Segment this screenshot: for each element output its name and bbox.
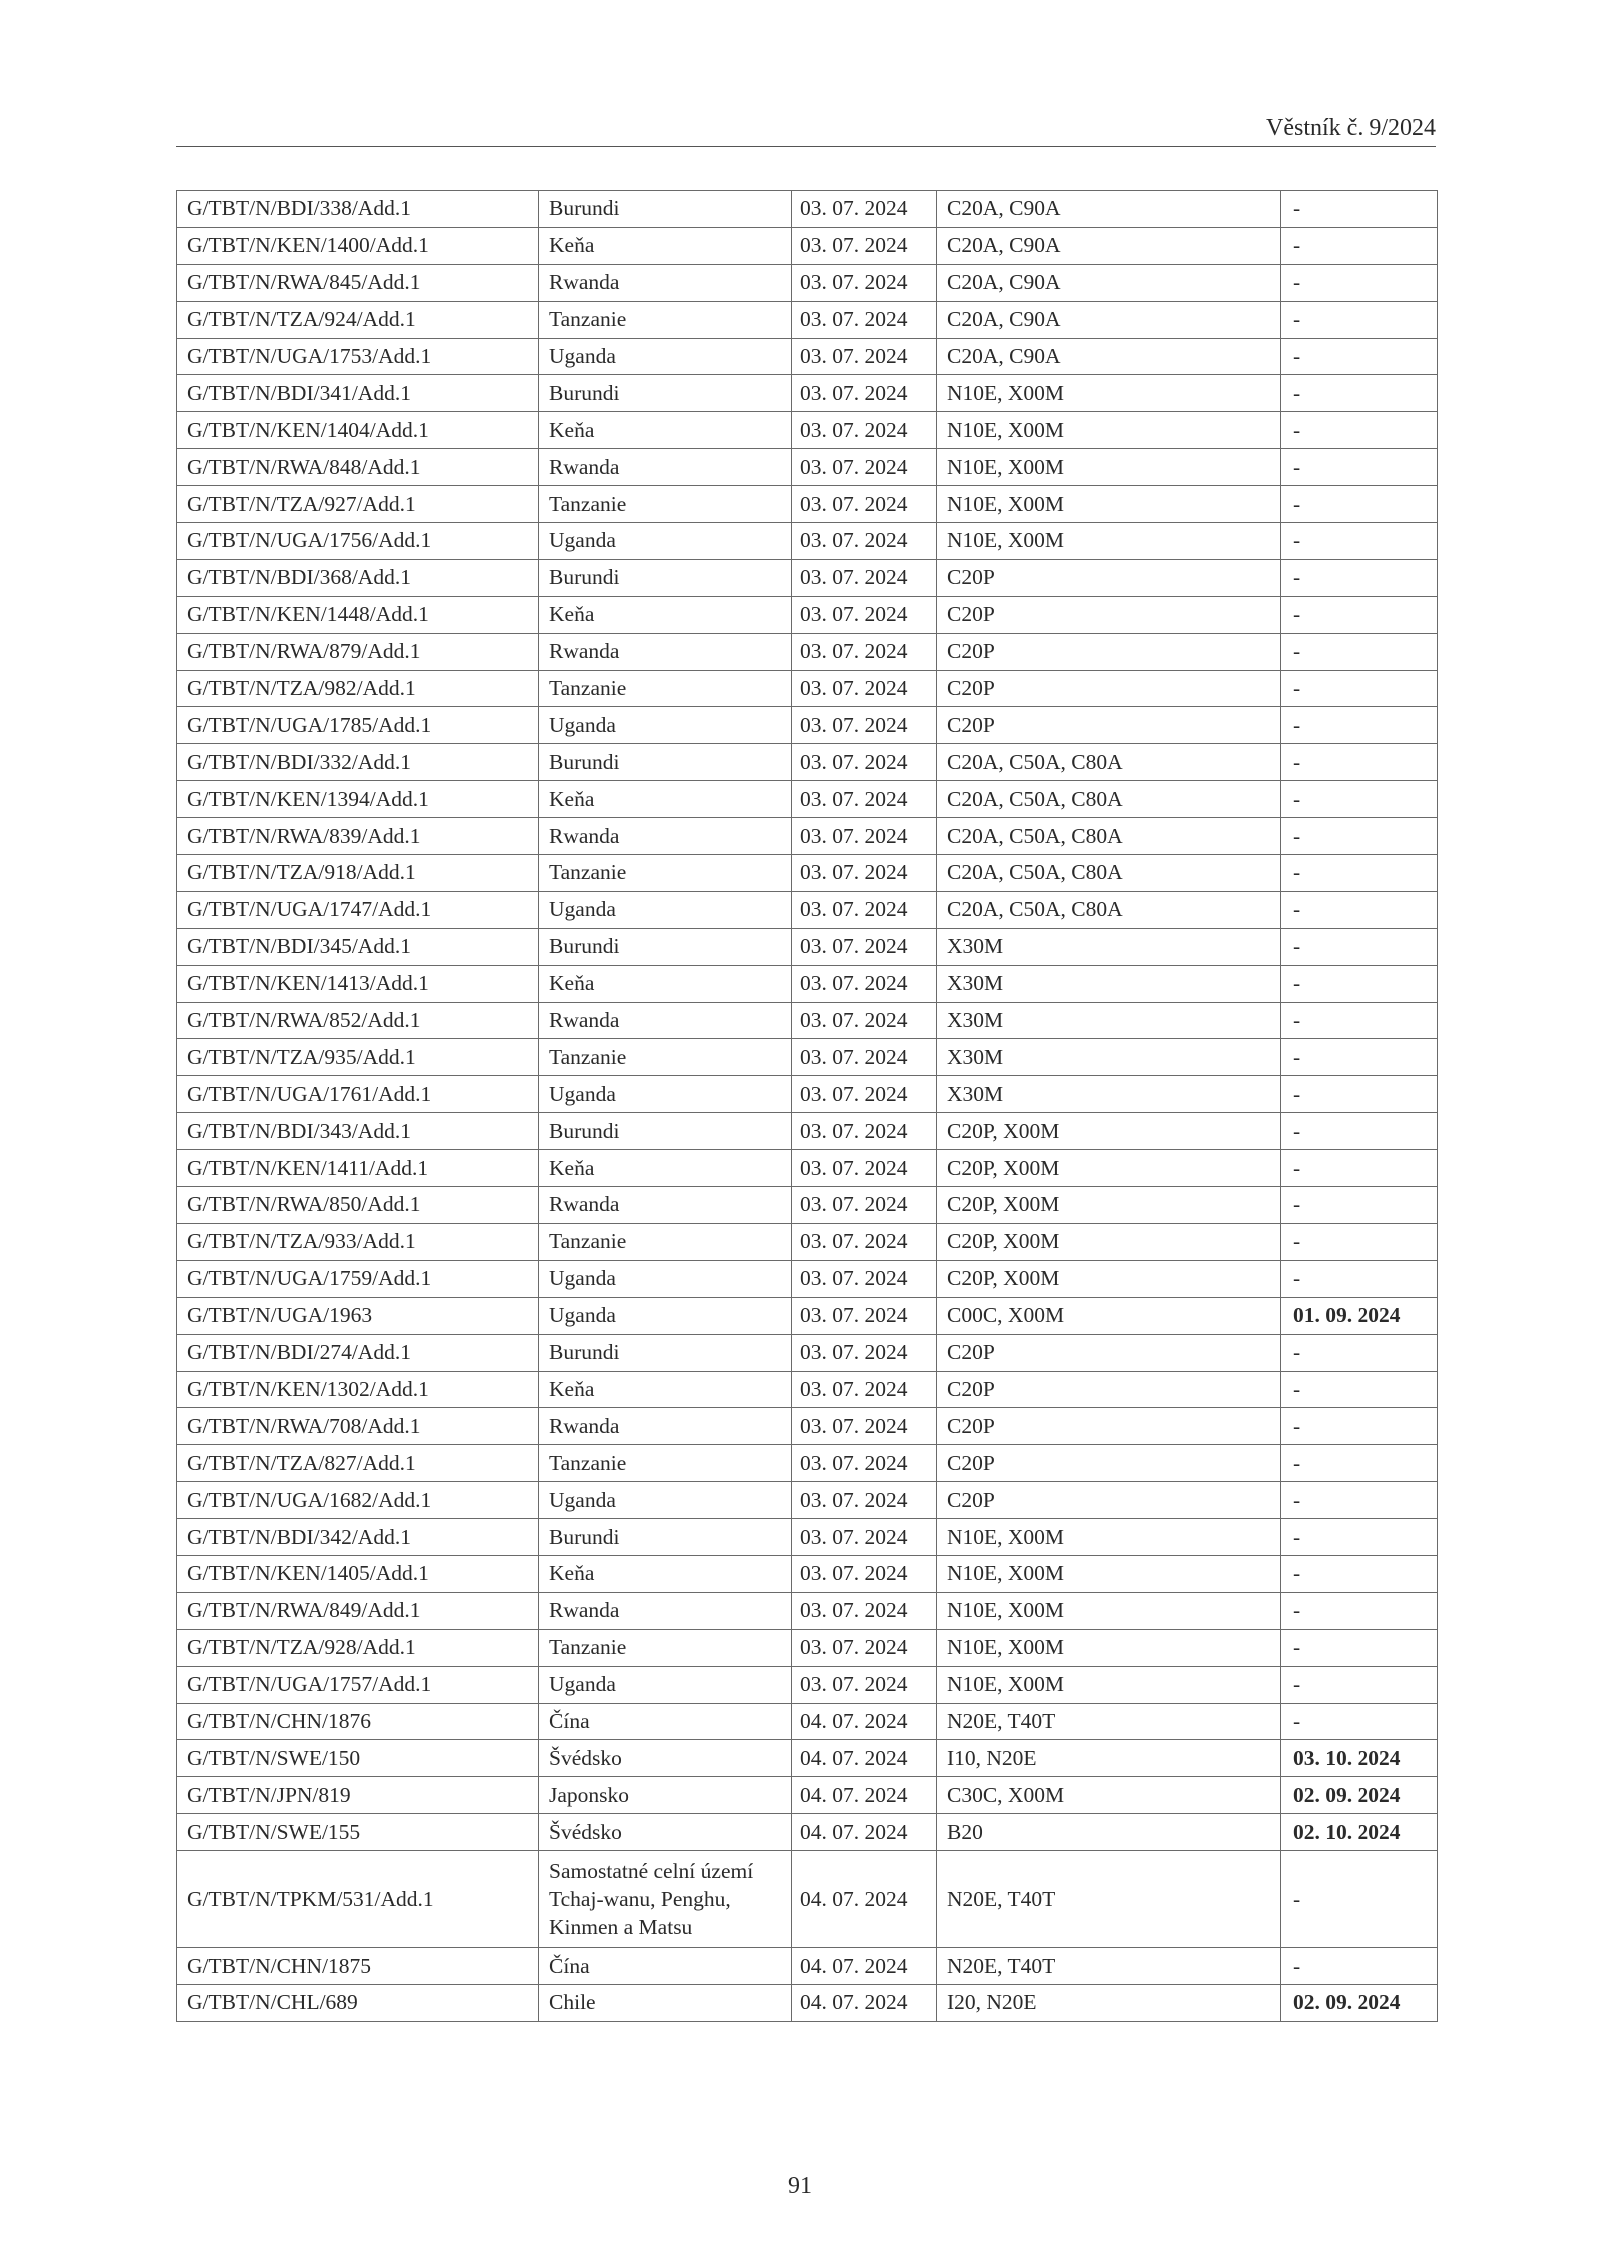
cell-date: 03. 07. 2024 [792,486,937,523]
cell-date: 03. 07. 2024 [792,1592,937,1629]
cell-date: 03. 07. 2024 [792,596,937,633]
cell-country: Chile [539,1984,792,2021]
cell-country: Japonsko [539,1777,792,1814]
cell-date: 03. 07. 2024 [792,744,937,781]
cell-codes: N10E, X00M [937,1666,1281,1703]
cell-country: Keňa [539,1150,792,1187]
table-row [177,1150,1438,1187]
cell-country: Burundi [539,1113,792,1150]
cell-country: Rwanda [539,1592,792,1629]
cell-symbol: G/TBT/N/UGA/1785/Add.1 [177,707,539,744]
cell-date: 03. 07. 2024 [792,264,937,301]
cell-country: Rwanda [539,818,792,855]
cell-codes: C20P [937,596,1281,633]
cell-date: 03. 07. 2024 [792,707,937,744]
cell-date: 03. 07. 2024 [792,1297,937,1334]
cell-symbol: G/TBT/N/KEN/1394/Add.1 [177,781,539,818]
table-row [177,375,1438,412]
cell-symbol: G/TBT/N/BDI/345/Add.1 [177,928,539,965]
cell-symbol: G/TBT/N/RWA/849/Add.1 [177,1592,539,1629]
cell-codes: X30M [937,1076,1281,1113]
cell-deadline: - [1281,1113,1438,1150]
cell-date: 03. 07. 2024 [792,928,937,965]
cell-symbol: G/TBT/N/RWA/879/Add.1 [177,633,539,670]
cell-deadline: - [1281,227,1438,264]
cell-date: 04. 07. 2024 [792,1851,937,1948]
table-row [177,633,1438,670]
cell-country: Burundi [539,375,792,412]
cell-date: 03. 07. 2024 [792,1555,937,1592]
cell-date: 03. 07. 2024 [792,1076,937,1113]
cell-country: Rwanda [539,449,792,486]
cell-date: 03. 07. 2024 [792,1260,937,1297]
table-row [177,818,1438,855]
cell-codes: C20P, X00M [937,1187,1281,1224]
table-row [177,1334,1438,1371]
table-row [177,1519,1438,1556]
cell-deadline: - [1281,375,1438,412]
table-row [177,1666,1438,1703]
cell-country: Burundi [539,1519,792,1556]
cell-deadline: - [1281,1629,1438,1666]
cell-codes: C30C, X00M [937,1777,1281,1814]
cell-codes: N10E, X00M [937,1519,1281,1556]
cell-codes: C20A, C90A [937,191,1281,228]
cell-country: Burundi [539,191,792,228]
cell-deadline: 01. 09. 2024 [1281,1297,1438,1334]
cell-symbol: G/TBT/N/TZA/918/Add.1 [177,855,539,892]
cell-date: 03. 07. 2024 [792,1150,937,1187]
cell-country: Keňa [539,227,792,264]
cell-date: 03. 07. 2024 [792,1039,937,1076]
cell-codes: N10E, X00M [937,375,1281,412]
cell-deadline: 02. 10. 2024 [1281,1814,1438,1851]
cell-deadline: - [1281,449,1438,486]
cell-codes: C20P [937,670,1281,707]
cell-date: 03. 07. 2024 [792,855,937,892]
page-number: 91 [788,2173,812,2199]
table-row [177,1948,1438,1985]
table-row [177,1740,1438,1777]
cell-symbol: G/TBT/N/RWA/848/Add.1 [177,449,539,486]
cell-deadline: - [1281,1002,1438,1039]
table-row [177,965,1438,1002]
cell-country: Uganda [539,1076,792,1113]
cell-country: Keňa [539,1371,792,1408]
cell-country: Čína [539,1703,792,1740]
cell-deadline: - [1281,965,1438,1002]
cell-date: 04. 07. 2024 [792,1703,937,1740]
cell-symbol: G/TBT/N/TZA/935/Add.1 [177,1039,539,1076]
cell-country: Samostatné celní území Tchaj-wanu, Penghu, Kinmen a Matsu [539,1851,792,1948]
cell-codes: C20A, C50A, C80A [937,855,1281,892]
table-row [177,1187,1438,1224]
cell-symbol: G/TBT/N/KEN/1405/Add.1 [177,1555,539,1592]
cell-country: Tanzanie [539,486,792,523]
cell-country: Tanzanie [539,1445,792,1482]
cell-country: Burundi [539,1334,792,1371]
cell-codes: N10E, X00M [937,486,1281,523]
cell-codes: C20P, X00M [937,1150,1281,1187]
table-row [177,559,1438,596]
cell-codes: X30M [937,1002,1281,1039]
cell-date: 03. 07. 2024 [792,338,937,375]
cell-country: Uganda [539,1482,792,1519]
cell-deadline: - [1281,707,1438,744]
cell-symbol: G/TBT/N/TZA/927/Add.1 [177,486,539,523]
cell-deadline: - [1281,928,1438,965]
cell-deadline: 03. 10. 2024 [1281,1740,1438,1777]
cell-codes: B20 [937,1814,1281,1851]
cell-date: 03. 07. 2024 [792,781,937,818]
table-row [177,928,1438,965]
table-row [177,1984,1438,2021]
cell-date: 03. 07. 2024 [792,559,937,596]
cell-date: 04. 07. 2024 [792,1814,937,1851]
table-row [177,1592,1438,1629]
cell-symbol: G/TBT/N/SWE/150 [177,1740,539,1777]
cell-date: 03. 07. 2024 [792,412,937,449]
table-row [177,191,1438,228]
cell-deadline: 02. 09. 2024 [1281,1777,1438,1814]
table-row [177,1076,1438,1113]
cell-symbol: G/TBT/N/TZA/933/Add.1 [177,1223,539,1260]
cell-country: Tanzanie [539,1629,792,1666]
cell-country: Rwanda [539,1002,792,1039]
cell-country: Uganda [539,707,792,744]
cell-symbol: G/TBT/N/JPN/819 [177,1777,539,1814]
cell-deadline: - [1281,1260,1438,1297]
cell-country: Švédsko [539,1814,792,1851]
cell-deadline: - [1281,264,1438,301]
cell-date: 03. 07. 2024 [792,449,937,486]
cell-symbol: G/TBT/N/RWA/708/Add.1 [177,1408,539,1445]
cell-date: 03. 07. 2024 [792,375,937,412]
cell-symbol: G/TBT/N/BDI/343/Add.1 [177,1113,539,1150]
cell-symbol: G/TBT/N/RWA/852/Add.1 [177,1002,539,1039]
cell-codes: C00C, X00M [937,1297,1281,1334]
cell-codes: C20P, X00M [937,1260,1281,1297]
cell-symbol: G/TBT/N/CHN/1875 [177,1948,539,1985]
cell-codes: I10, N20E [937,1740,1281,1777]
cell-date: 03. 07. 2024 [792,1519,937,1556]
cell-deadline: - [1281,596,1438,633]
table-row [177,338,1438,375]
cell-deadline: - [1281,486,1438,523]
cell-country: Rwanda [539,633,792,670]
cell-codes: N10E, X00M [937,449,1281,486]
cell-country: Uganda [539,1666,792,1703]
cell-codes: N20E, T40T [937,1703,1281,1740]
cell-date: 03. 07. 2024 [792,523,937,560]
cell-deadline: - [1281,781,1438,818]
table-row [177,486,1438,523]
cell-symbol: G/TBT/N/RWA/845/Add.1 [177,264,539,301]
cell-symbol: G/TBT/N/KEN/1448/Add.1 [177,596,539,633]
cell-codes: C20A, C50A, C80A [937,781,1281,818]
cell-codes: N10E, X00M [937,1592,1281,1629]
cell-country: Keňa [539,1555,792,1592]
cell-country: Uganda [539,338,792,375]
cell-codes: C20P [937,1408,1281,1445]
cell-date: 03. 07. 2024 [792,1002,937,1039]
cell-country: Tanzanie [539,301,792,338]
cell-country: Keňa [539,781,792,818]
cell-symbol: G/TBT/N/TPKM/531/Add.1 [177,1851,539,1948]
cell-codes: C20A, C50A, C80A [937,818,1281,855]
cell-country: Tanzanie [539,670,792,707]
cell-date: 03. 07. 2024 [792,1371,937,1408]
table-row [177,301,1438,338]
cell-country: Tanzanie [539,855,792,892]
cell-codes: C20P [937,633,1281,670]
cell-codes: C20P [937,1334,1281,1371]
cell-deadline: - [1281,670,1438,707]
table-row [177,670,1438,707]
cell-codes: C20A, C90A [937,264,1281,301]
table-row [177,1703,1438,1740]
cell-deadline: - [1281,412,1438,449]
cell-symbol: G/TBT/N/KEN/1413/Add.1 [177,965,539,1002]
page-header [176,112,1436,147]
table-row [177,1445,1438,1482]
cell-deadline: - [1281,338,1438,375]
cell-symbol: G/TBT/N/UGA/1753/Add.1 [177,338,539,375]
cell-codes: N20E, T40T [937,1851,1281,1948]
cell-date: 03. 07. 2024 [792,1113,937,1150]
cell-symbol: G/TBT/N/KEN/1411/Add.1 [177,1150,539,1187]
table-row [177,1629,1438,1666]
table-row [177,1297,1438,1334]
cell-codes: X30M [937,1039,1281,1076]
cell-symbol: G/TBT/N/RWA/839/Add.1 [177,818,539,855]
cell-codes: C20A, C90A [937,338,1281,375]
table-row [177,264,1438,301]
table-row [177,891,1438,928]
cell-date: 03. 07. 2024 [792,1223,937,1260]
cell-date: 03. 07. 2024 [792,1334,937,1371]
cell-symbol: G/TBT/N/KEN/1302/Add.1 [177,1371,539,1408]
table-row [177,1814,1438,1851]
cell-country: Rwanda [539,264,792,301]
cell-symbol: G/TBT/N/BDI/332/Add.1 [177,744,539,781]
cell-country: Burundi [539,928,792,965]
cell-codes: X30M [937,965,1281,1002]
cell-deadline: - [1281,1039,1438,1076]
cell-date: 03. 07. 2024 [792,1408,937,1445]
cell-date: 04. 07. 2024 [792,1740,937,1777]
table-body [177,191,1438,2022]
cell-deadline: - [1281,1592,1438,1629]
cell-codes: C20A, C50A, C80A [937,744,1281,781]
cell-symbol: G/TBT/N/UGA/1747/Add.1 [177,891,539,928]
cell-date: 03. 07. 2024 [792,1629,937,1666]
cell-codes: C20P [937,1371,1281,1408]
cell-deadline: - [1281,1076,1438,1113]
table-row [177,412,1438,449]
cell-codes: C20P, X00M [937,1113,1281,1150]
cell-country: Keňa [539,596,792,633]
cell-date: 03. 07. 2024 [792,1187,937,1224]
cell-symbol: G/TBT/N/UGA/1761/Add.1 [177,1076,539,1113]
cell-deadline: - [1281,1187,1438,1224]
cell-symbol: G/TBT/N/UGA/1757/Add.1 [177,1666,539,1703]
cell-date: 03. 07. 2024 [792,227,937,264]
table-row [177,1039,1438,1076]
table-row [177,1260,1438,1297]
cell-deadline: - [1281,1666,1438,1703]
cell-codes: N20E, T40T [937,1948,1281,1985]
cell-date: 03. 07. 2024 [792,1482,937,1519]
cell-date: 03. 07. 2024 [792,301,937,338]
cell-codes: I20, N20E [937,1984,1281,2021]
cell-country: Rwanda [539,1187,792,1224]
table-row [177,449,1438,486]
cell-country: Švédsko [539,1740,792,1777]
cell-symbol: G/TBT/N/UGA/1963 [177,1297,539,1334]
cell-country: Tanzanie [539,1223,792,1260]
cell-symbol: G/TBT/N/TZA/827/Add.1 [177,1445,539,1482]
cell-symbol: G/TBT/N/BDI/274/Add.1 [177,1334,539,1371]
table-row [177,1408,1438,1445]
cell-deadline: - [1281,1851,1438,1948]
cell-codes: X30M [937,928,1281,965]
cell-country: Keňa [539,412,792,449]
cell-date: 03. 07. 2024 [792,818,937,855]
table-row [177,1371,1438,1408]
cell-deadline: - [1281,1223,1438,1260]
cell-codes: N10E, X00M [937,1555,1281,1592]
cell-symbol: G/TBT/N/UGA/1759/Add.1 [177,1260,539,1297]
cell-deadline: - [1281,1482,1438,1519]
cell-codes: C20P, X00M [937,1223,1281,1260]
cell-country: Burundi [539,559,792,596]
cell-country: Tanzanie [539,1039,792,1076]
table-row [177,855,1438,892]
cell-codes: C20P [937,707,1281,744]
cell-codes: N10E, X00M [937,523,1281,560]
cell-symbol: G/TBT/N/BDI/342/Add.1 [177,1519,539,1556]
table-row [177,781,1438,818]
cell-symbol: G/TBT/N/UGA/1682/Add.1 [177,1482,539,1519]
table-row [177,744,1438,781]
cell-symbol: G/TBT/N/TZA/924/Add.1 [177,301,539,338]
cell-deadline: - [1281,1519,1438,1556]
cell-deadline: - [1281,559,1438,596]
cell-deadline: - [1281,1555,1438,1592]
cell-date: 04. 07. 2024 [792,1777,937,1814]
cell-country: Burundi [539,744,792,781]
cell-deadline: - [1281,1334,1438,1371]
cell-symbol: G/TBT/N/BDI/368/Add.1 [177,559,539,596]
cell-codes: C20P [937,1482,1281,1519]
cell-codes: N10E, X00M [937,1629,1281,1666]
cell-deadline: - [1281,1371,1438,1408]
cell-deadline: - [1281,855,1438,892]
table-row [177,227,1438,264]
cell-symbol: G/TBT/N/BDI/341/Add.1 [177,375,539,412]
cell-deadline: - [1281,191,1438,228]
cell-deadline: - [1281,523,1438,560]
table-row [177,707,1438,744]
cell-deadline: - [1281,744,1438,781]
table-row [177,1851,1438,1948]
notifications-table [176,190,1438,2022]
cell-codes: C20A, C50A, C80A [937,891,1281,928]
cell-deadline: - [1281,1408,1438,1445]
cell-country: Uganda [539,523,792,560]
table-row [177,1223,1438,1260]
cell-country: Keňa [539,965,792,1002]
cell-date: 03. 07. 2024 [792,891,937,928]
cell-symbol: G/TBT/N/CHN/1876 [177,1703,539,1740]
cell-deadline: - [1281,1150,1438,1187]
cell-country: Uganda [539,1260,792,1297]
table-row [177,1113,1438,1150]
cell-deadline: - [1281,1948,1438,1985]
cell-codes: C20P [937,1445,1281,1482]
table-row [177,1002,1438,1039]
cell-symbol: G/TBT/N/SWE/155 [177,1814,539,1851]
bulletin-title: Věstník č. 9/2024 [1266,115,1436,141]
cell-codes: C20P [937,559,1281,596]
cell-date: 03. 07. 2024 [792,1666,937,1703]
cell-date: 03. 07. 2024 [792,965,937,1002]
table-row [177,1555,1438,1592]
cell-symbol: G/TBT/N/TZA/982/Add.1 [177,670,539,707]
cell-date: 03. 07. 2024 [792,633,937,670]
cell-symbol: G/TBT/N/TZA/928/Add.1 [177,1629,539,1666]
cell-symbol: G/TBT/N/RWA/850/Add.1 [177,1187,539,1224]
cell-date: 03. 07. 2024 [792,670,937,707]
cell-deadline: - [1281,1445,1438,1482]
cell-symbol: G/TBT/N/KEN/1404/Add.1 [177,412,539,449]
cell-deadline: - [1281,818,1438,855]
table-row [177,1482,1438,1519]
table-row [177,596,1438,633]
cell-date: 04. 07. 2024 [792,1948,937,1985]
cell-date: 03. 07. 2024 [792,191,937,228]
cell-symbol: G/TBT/N/KEN/1400/Add.1 [177,227,539,264]
table-row [177,1777,1438,1814]
cell-deadline: - [1281,633,1438,670]
cell-date: 03. 07. 2024 [792,1445,937,1482]
cell-symbol: G/TBT/N/CHL/689 [177,1984,539,2021]
cell-symbol: G/TBT/N/BDI/338/Add.1 [177,191,539,228]
cell-symbol: G/TBT/N/UGA/1756/Add.1 [177,523,539,560]
cell-date: 04. 07. 2024 [792,1984,937,2021]
cell-country: Uganda [539,1297,792,1334]
cell-country: Rwanda [539,1408,792,1445]
cell-deadline: 02. 09. 2024 [1281,1984,1438,2021]
cell-codes: C20A, C90A [937,301,1281,338]
cell-country: Čína [539,1948,792,1985]
cell-deadline: - [1281,891,1438,928]
cell-codes: N10E, X00M [937,412,1281,449]
cell-deadline: - [1281,1703,1438,1740]
table-row [177,523,1438,560]
cell-country: Uganda [539,891,792,928]
cell-deadline: - [1281,301,1438,338]
cell-codes: C20A, C90A [937,227,1281,264]
